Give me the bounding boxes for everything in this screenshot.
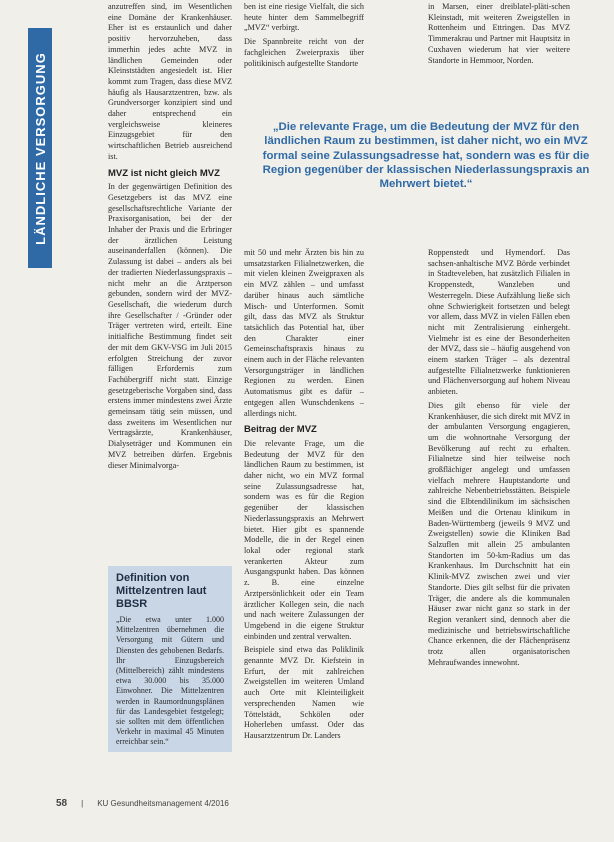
paragraph: in Marsen, einer dreiblatel-pläti-schen Kleinstadt, mit weiteren Zweigstellen in Rottenheim und Ettringen. Das MVZ Timmerakrau und Partner mit Hauptsitz in Cuxhaven wiederum hat vier weitere Standorte in Hemmoor, Norden. (428, 2, 570, 65)
column-2 (244, 248, 364, 745)
subheading: Beitrag der MVZ (244, 424, 317, 436)
publication-name: KU Gesundheitsmanagement 4/2016 (97, 799, 229, 808)
column-1 (108, 2, 232, 474)
definition-box (108, 566, 232, 752)
column-2-top (244, 2, 364, 72)
paragraph: mit 50 und mehr Ärzten bis hin zu umsatzstarken Filialnetzwerken, die mit vielen kleinen Zweigpraxen als ein MVZ zählen – und umfasst darüber hinaus auch sämtliche Misch- und Unterformen. Somit gilt, dass das MVZ als Struktur tatsächlich das Potential hat, über den Charakter einer Gemeinschaftspraxis hinaus zu einem auch in der Fläche relevanten Versorgungsträger in ländlichen Regionen zu werden. Einen Automatismus gibt es dafür – entgegen allen Wunschdenkens – allerdings nicht. (244, 248, 364, 418)
box-title: Definition von Mittelzentren laut BBSR (116, 572, 207, 610)
paragraph: Dies gilt ebenso für viele der Krankenhäuser, die sich direkt mit MVZ in der ambulanten Versorgung engagieren, um die wohnortnahe Versorgung der Bevölkerung auf recht zu erhalten. Filialnetze sind hier teilweise noch großflächiger angelegt und umfassen vielfach mehrere Hauptstandorte und zahlreiche Nebenbetriebsstätten. Beispiele sind die Elbtendilinikum im sächsischen Meißen und die Ortenau klinikum in Baden-Württemberg (jeweils 9 MVZ und Zweigstellen) sowie die Kliniken Bad Salzuflen mit allein 25 ambulanten Standorten im 50-km-Radius um das Krankenhaus. Im Durchschnitt hat ein Klinik-MVZ zwischen zwei und vier Standorte. Dies gilt selbst für die privaten Träger, die andere als die kommunalen Häuser zwar nicht ganz so stark in der Region verankert sind, dennoch aber die medizinische und betriebswirtschaftliche Chance erkennen, die der Flächenpräsenz trotz allen organisatorischen Mehraufwandes innewohnt. (428, 400, 570, 667)
page-number: 58 (56, 798, 68, 809)
subheading: MVZ ist nicht gleich MVZ (108, 167, 220, 179)
paragraph: Beispiele sind etwa das Poliklinik genannte MVZ Dr. Kiefstein in Erfurt, der mit zahlreichen Zweigstellen im weiteren Umland auch Orte mit Kleinteiligkeit versprechenden Namen wie Töttelstädt, Schkölen oder Hoherleben umfasst. Oder das Hausarztzentrum Dr. Landers (244, 645, 364, 740)
paragraph: ben ist eine riesige Vielfalt, die sich heute hinter dem Sammelbegriff „MVZ“ verbirgt. (244, 2, 364, 33)
column-3-top (428, 2, 570, 69)
section-label: LÄNDLICHE VERSORGUNG (32, 51, 48, 245)
paragraph: Die Spannbreite reicht von der fachgleichen Zweierpraxis über politikinisch aufgestellte Standorte (244, 37, 364, 68)
column-3 (428, 248, 570, 671)
paragraph: anzutreffen sind, im Wesentlichen eine Domäne der Krankenhäuser. Eher ist es erstaunlich und daher positiv hervorzuheben, dass immerhin jedes achte MVZ in ländlichen Gemeinden oder Kleinststädten angesiedelt ist. Hier kommt zum Tragen, dass diese MVZ häufig als Hausarztzentren, bzw. als Grundversorger konzipiert sind und daher entsprechend ein vergleichsweise kleineres Einzugsgebiet für den wirtschaftlichen Betrieb ausreichend ist. (108, 2, 232, 161)
paragraph: Roppenstedt und Hymendorf. Das sachsen-anhaltische MVZ Börde verbindet in Stadteveleben, hat zusätzlich Filialen in Kroppenstedt, Wanzleben und Westerregeln. Diese Aufzählung ließe sich ohne Schwierigkeit fortsetzen und belegt vor allem, dass MVZ in vielen Fällen eben nicht mit Zentralisierung einhergeht. Vielmehr ist es eine der Besonderheiten der MVZ, dass sie – häufig ausgehend von einem starken Träger – als dezentral aufgestellte Filialnetzwerke funktionieren und Flächenversorgung auf hohem Niveau anbieten. (428, 248, 570, 397)
pull-quote: „Die relevante Frage, um die Bedeutung der MVZ für den ländlichen Raum zu bestimmen, ist daher nicht, wo ein MVZ formal seine Zulassungsadresse hat, sondern was es für die Region gegenüber der klassischen Niederlassungspraxis an Mehrwert bietet.“ (262, 121, 590, 191)
page-footer (56, 798, 229, 809)
footer-divider: | (81, 799, 84, 808)
paragraph: In der gegenwärtigen Definition des Gesetzgebers ist das MVZ eine gesellschaftsrechtliche Variante der Praxisorganisation, bei der der Inhaber der Praxis und die Erbringer der ärztlichen Leistung auseinanderfallen (können). Die Zulassung ist dabei – anders als bei der tradierten Niederlassungspraxis – nicht mehr an die Arztperson gebunden, sondern wird der MVZ-Gesellschaft, die wiederum durch ihre Gesellschafter / -Gründer oder Träger vertreten wird, erteilt. Eine initialfiche Bestimmung findet seit der mit dem GKV-VSG im Juli 2015 erfolgten Streichung der zuvor fälligen Erfordernis zum Fachübergriff nicht statt. Einzige gesetzgeberische Vorgaben sind, dass erstens immer mindestens zwei Ärzte gemeinsam tätig sein müssen, und dass zweitens im Wesentlichen nur Vertragsärzte, Krankenhäuser, Dialyseträger und Kommunen ein MVZ betreiben dürfen. Ergebnis dieser Minimalvorga- (108, 182, 232, 470)
box-text: „Die etwa unter 1.000 Mittelzentren übernehmen die Versorgung mit Gütern und Diensten des gehobenen Bedarfs. Ihr Einzugsbereich (Mittelbereich) zählt mindestens etwa 30.000 bis 35.000 Einwohner. Die Mittelzentren werden in Raumordnungsplänen für das Landesgebiet festgelegt; sie sollten mit dem öffentlichen Verkehr in maximal 45 Minuten erreichbar sein.“ (116, 615, 224, 747)
paragraph: Die relevante Frage, um die Bedeutung der MVZ für den ländlichen Raum zu bestimmen, ist daher nicht, wo ein MVZ formal seine Zulassungsadresse hat, sondern was es für die Region gegenüber der klassischen Niederlassungspraxis an Mehrwert bietet. Hier gibt es spannende Modelle, die in der Regel einen lokal oder regional stark verankerten Akteur zum Ausgangspunkt haben. Das können z. B. eine einzelne Arztpersönlichkeit oder ein Team ärztlicher Kollegen sein, die nach und nach weitere Zulassungen der Umgebend in die eigene Struktur einbinden und zentral verwalten. (244, 438, 364, 641)
section-sidebar (28, 28, 52, 268)
